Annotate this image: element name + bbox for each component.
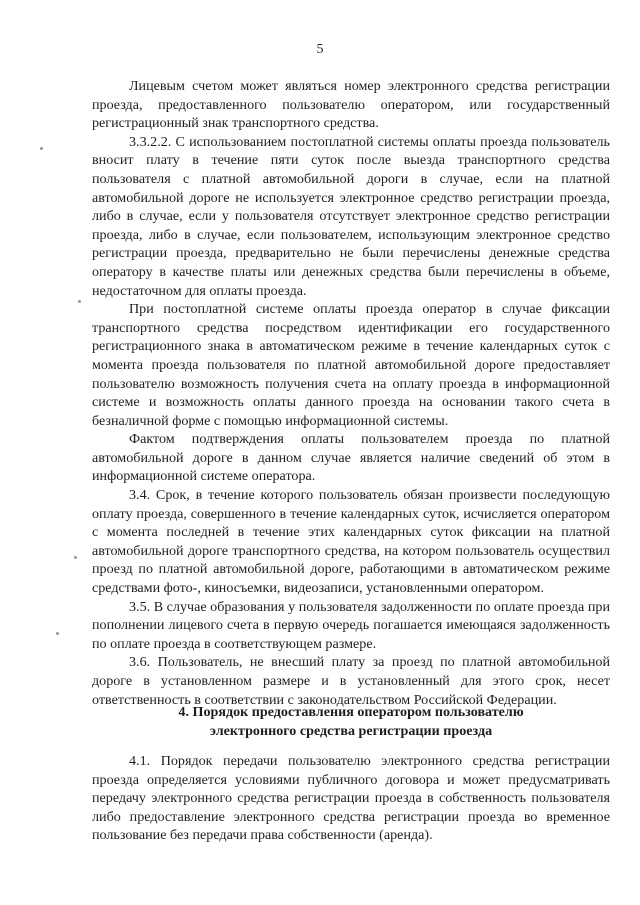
margin-mark [74, 556, 77, 559]
section-4-heading-line1: 4. Порядок предоставления оператором пользователю [178, 704, 524, 720]
paragraph-3-5: 3.5. В случае образования у пользователя задолженности по оплате проезда при пополнении лицевого счета в первую очередь погашается имеющаяся задолженность по оплате проезда в соответствующем размере. [92, 598, 610, 652]
paragraph-4-1: 4.1. Порядок передачи пользователю электронного средства регистрации проезда определяется условиями публичного договора и может предусматривать передачу электронного средства регистрации проезда в собственность пользователя либо предоставление электронного средства регистрации проезда во временное пользование без передачи права собственности (аренда). [92, 753, 610, 844]
section-4-heading-line2: электронного средства регистрации проезда [209, 722, 493, 739]
paragraph-3-4: 3.4. Срок, в течение которого пользователь обязан произвести последующую оплату проезда, совершенного в течение календарных суток, исчисляется оператором с момента последней в течение этих календарных суток фиксации на платной автомобильной дороге транспортного средства, на котором пользователь осуществил проезд по платной автомобильной дороге, работающими в автоматическом режиме средствами фото-, киносъемки, видеозаписи, установленными оператором. [92, 487, 610, 597]
margin-mark [40, 147, 43, 150]
margin-mark [78, 300, 81, 303]
paragraph-payment-confirmation: Фактом подтверждения оплаты пользователем проезда по платной автомобильной дороге в данном случае является наличие сведений об этом в информационной системе оператора. [92, 431, 610, 485]
paragraph-3-3-2-2: 3.3.2.2. С использованием постоплатной системы оплаты проезда пользователь вносит плату в течение пяти суток после выезда транспортного средства пользователя с платной автомобильной дороги в случае, если на платной автомобильной дороге не используется электронное средство регистрации проезда, либо в случае, если у пользователя отсутствует электронное средство регистрации проезда, либо в случае, если пользователем, использующим электронное средство регистрации проезда, предварительно не были перечислены денежные средства оператору в качестве платы или денежных средства были перечислены в объеме, недостаточном для оплаты проезда. [92, 133, 610, 299]
section-3-body [92, 77, 610, 709]
margin-mark [56, 632, 59, 635]
page-number: 5 [316, 42, 324, 57]
section-4-heading [92, 703, 610, 740]
section-4-body [92, 752, 610, 845]
paragraph-personal-account: Лицевым счетом может являться номер электронного средства регистрации проезда, предоставленного пользователю оператором, или государственный регистрационный знак транспортного средства. [92, 78, 610, 132]
paragraph-postpaid-system: При постоплатной системе оплаты проезда оператор в случае фиксации транспортного средства посредством идентификации его государственного регистрационного знака в автоматическом режиме в течение календарных суток с момента проезда пользователя по платной автомобильной дороге предоставляет пользователю возможность получения счета на оплату проезда в информационной системе и возможность оплаты данного проезда на основании такого счета в безналичной форме с помощью информационной системы. [92, 301, 610, 429]
paragraph-3-6: 3.6. Пользователь, не внесший плату за проезд по платной автомобильной дороге в установленном размере и в установленный для этого срок, несет ответственность в соответствии с законодательством Российской Федерации. [92, 654, 610, 708]
